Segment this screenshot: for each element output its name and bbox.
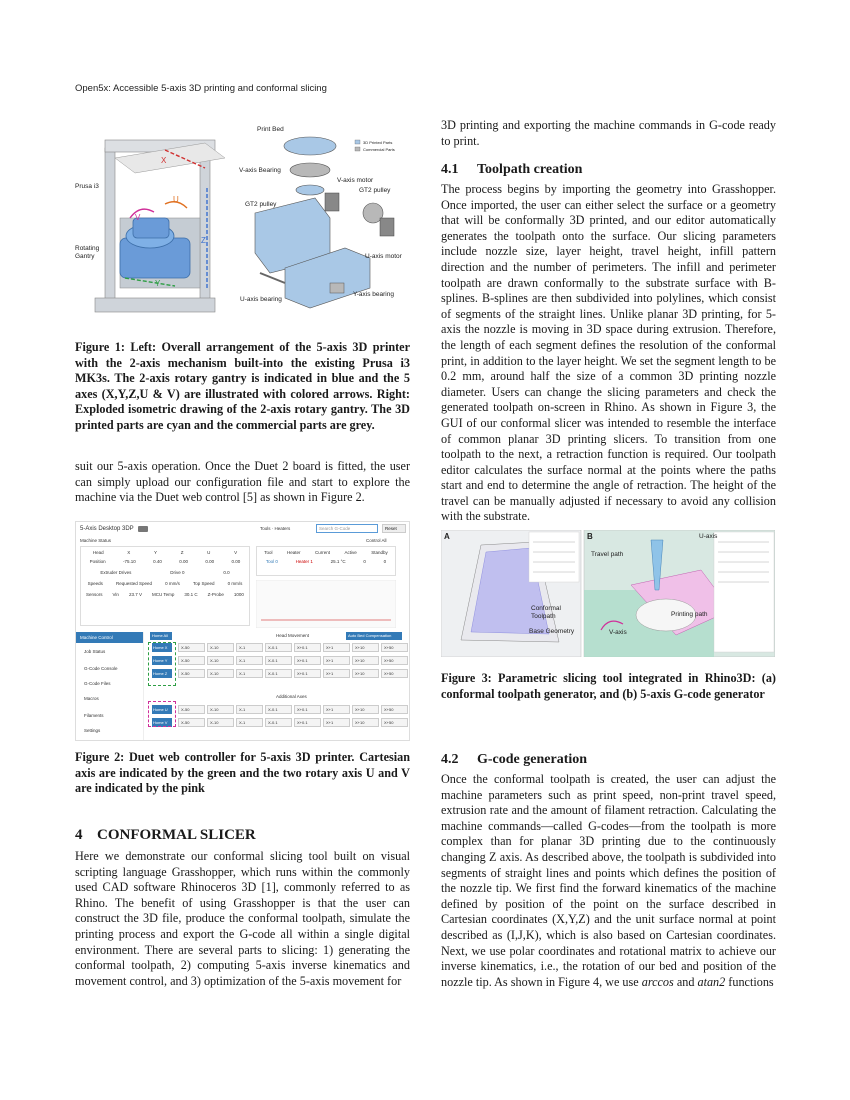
label-v-motor: V-axis motor [337, 177, 374, 184]
legend-printed: 3D Printed Parts [363, 140, 393, 145]
fig3-printing-path: Printing path [671, 611, 708, 618]
position-row [81, 555, 249, 564]
section-42-paragraph [441, 772, 776, 990]
auto-bed-button[interactable]: Auto Bed Compensation [346, 632, 402, 640]
label-v: V [135, 213, 141, 222]
label-gt2-b: GT2 pulley [359, 187, 391, 194]
jog-button[interactable]: X+1 [323, 643, 350, 652]
hdr-z: Z [180, 550, 184, 555]
jog-button[interactable]: X+50 [381, 643, 408, 652]
hdr-head: Head [92, 550, 104, 555]
heater-1: Heater 1 [295, 559, 313, 564]
section-42-em-atan2: atan2 [697, 974, 726, 989]
home-all-button[interactable]: Home All [150, 632, 172, 640]
head-movement-label: Head Movement [276, 633, 310, 638]
jog-button[interactable]: X-50 [178, 718, 205, 727]
jog-button[interactable]: X-10 [207, 718, 234, 727]
sensors-row [81, 586, 249, 597]
label-prusa: Prusa i3 [75, 183, 99, 190]
figure-1 [75, 118, 415, 333]
tools-panel [256, 546, 396, 576]
home-axis-button[interactable]: Home Z [152, 669, 172, 678]
temp-chart [256, 580, 396, 628]
pos-z: 0.00 [179, 559, 189, 564]
hdr-u: U [207, 550, 211, 555]
jog-button[interactable]: X-50 [178, 656, 205, 665]
figure-3-caption: Figure 3: Parametric slicing tool integrated in Rhino3D: (a) conformal toolpath generator, and (b) 5-axis G-code generator [441, 671, 776, 701]
jog-button[interactable]: X-1 [236, 643, 263, 652]
figure-2-duet-ui: 5-Axis Desktop 3DP Tools · Heaters Search G-Code Reset Control All Machine Status Head X Y Z U V Position -75.10 0.40 0.00 0.00 0.00 Extruder Drives Drive 0 0.0 Speeds Requested Speed 0 mm/s Top Speed 0 mm/s Sensors Vin 23.7 V MCU Temp 30.1 C Z-Probe 1000 Tool Heater Current Active Standby Tool 0 Heater 1 25.1 °C 0 0 Machine Control Job Status G-Code Console G-Code Files Macros Filaments Settings Home All Head Movement Auto Bed Compensation Home X X-50 X-10 X-1 X-0.1 X+0.1 X+1 X+10 X+50 Home Y X-50 X-10 X-1 X-0.1 X+0.1 X+1 X+10 X+50 Home Z X-50 X-10 X-1 X-0.1 X+0.1 X+1 X+10 X+50 Home U X-50 X-10 X-1 X-0.1 X+0.1 X+1 X+10 X+50 Home V X-50 X-10 X-1 X-0.1 X+0.1 X+1 X+10 X+50 Additional Axes [75, 521, 410, 741]
drive-value: 0.0 [223, 570, 230, 575]
req-speed-label: Requested Speed [115, 581, 152, 586]
jog-button[interactable]: X+1 [323, 669, 350, 678]
jog-button[interactable]: X+0.1 [294, 643, 321, 652]
fig3-label-b: B [587, 532, 593, 541]
jog-button[interactable]: X+0.1 [294, 705, 321, 714]
tool-header-row [257, 547, 395, 555]
nav-macros[interactable]: Macros [84, 696, 99, 701]
extruder-label: Extruder Drives [100, 570, 132, 575]
jog-button[interactable]: X+0.1 [294, 718, 321, 727]
label-z: Z [201, 236, 206, 245]
fig3-conformal: Conformal [531, 605, 561, 612]
home-axis-button[interactable]: Home V [152, 718, 172, 727]
jog-button[interactable]: X-0.1 [265, 669, 292, 678]
jog-button[interactable]: X+50 [381, 669, 408, 678]
jog-button[interactable]: X+1 [323, 656, 350, 665]
jog-button[interactable]: X+10 [352, 718, 379, 727]
sidebar-nav [76, 632, 144, 740]
label-gt2-a: GT2 pulley [245, 201, 277, 208]
jog-button[interactable]: X+10 [352, 656, 379, 665]
nav-gcode-files[interactable]: G-Code Files [84, 681, 111, 686]
jog-button[interactable]: X+50 [381, 705, 408, 714]
jog-button[interactable]: X-0.1 [265, 705, 292, 714]
status-panel [80, 546, 250, 626]
section-42-em-arccos: arccos [641, 974, 674, 989]
jog-button[interactable]: X-0.1 [265, 718, 292, 727]
control-all-select[interactable]: Control All [366, 538, 387, 543]
tool-hdr-tool: Tool [264, 550, 273, 555]
axis-header-row [81, 547, 249, 555]
tool-hdr-standby: Standby [371, 550, 388, 555]
section-42-text-a: Once the conformal toolpath is created, the user can adjust the machine parameters such as print speed, non-print travel speed, extrusion rate and the amount of filament retraction. Calculating the machine commands—called G-codes—from the toolpath is more complex than for planar 3D printing due to the continuously changing Z axis. As described above, the toolpath is subdivided into segments of straight lines and points which defines the position of the nozzle tip. We first find the forward kinematics of the machine defined by position of the point on the surface described in Cartesian coordinates (X,Y,Z) and the unit surface normal at point described as (I,J,K), which is also based on Cartesian coordinates. Next, we use polar coordinates and rotational matrix to achieve our inverse kinematics, i.e., the rotation of our bed and position of the nozzle tip. As shown in Figure 4, we use [441, 772, 776, 989]
mcu-label: MCU Temp [151, 592, 175, 597]
home-axis-button[interactable]: Home Y [152, 656, 172, 665]
jog-button[interactable]: X-10 [207, 656, 234, 665]
tool-row [257, 555, 395, 564]
heaters-tab[interactable]: Heaters [274, 526, 291, 531]
fig3-a-params [529, 532, 579, 582]
nav-job-status[interactable]: Job Status [84, 649, 106, 654]
jog-button[interactable]: X-1 [236, 705, 263, 714]
top-speed-label: Top Speed [193, 581, 215, 586]
figure-1-caption: Figure 1: Left: Overall arrangement of the 5-axis 3D printer with the 2-axis mechanism built-into the existing Prusa i3 MK3s. The 2-axis rotary gantry is indicated in blue and the 5 axes (X,Y,Z,U & V) are illustrated with colored arrows. Right: Exploded isometric drawing of the 2-axis rotary gantry. The 3D printed parts are cyan and the commercial parts are grey. [75, 340, 410, 432]
jog-button[interactable]: X+10 [352, 669, 379, 678]
jog-button[interactable]: X-10 [207, 643, 234, 652]
pos-v: 0.00 [231, 559, 241, 564]
jog-button[interactable]: X+50 [381, 718, 408, 727]
hdr-x: X [127, 550, 131, 555]
fig3-toolpath: Toolpath [531, 613, 556, 620]
section-41-title: Toolpath creation [477, 162, 583, 177]
label-print-bed: Print Bed [257, 126, 284, 133]
jog-button[interactable]: X+1 [323, 718, 350, 727]
v-axis-arrow [130, 209, 154, 218]
nav-settings[interactable]: Settings [84, 728, 101, 733]
zprobe-value: 1000 [233, 592, 244, 597]
zprobe-label: Z-Probe [207, 592, 224, 597]
section-4-heading [75, 827, 410, 844]
section-4-title: CONFORMAL SLICER [97, 827, 256, 843]
jog-button[interactable]: X+10 [352, 705, 379, 714]
pos-u: 0.00 [205, 559, 215, 564]
home-axis-button[interactable]: Home U [152, 705, 172, 714]
label-y-bearing: Y-axis bearing [353, 291, 394, 298]
section-41-paragraph: The process begins by importing the geometry into Grasshopper. Once imported, the user can either select the surface or a geometry that will be conformally 3D printed, and our editor automatically generates the toolpath onto the surface. Our slicing parameters include nozzle size, layer height, travel height, infill pattern direction and the number of perimeters. The infill and perimeter toolpath are drawn conformally to the substrate surface with B-splines. B-splines are then subdivided into polylines, which consist of segments of the straight lines. Unlike planar 3D printing, for 5-axis the nozzle is moving in 3D space during extrusion. Therefore, the length of each segment defines the resolution of the conformal print, in addition to the layer height. We set the segment length to be 0.2 mm, around half the size of a common 3D printing nozzle diameter. Users can change the slicing parameters and check the generated toolpath on-screen in Rhino. As shown in Figure 3, the GUI of our conformal slicer was intended to resemble the interface of common planar 3D printing slicers. To transition from one toolpath to the next, a retraction function is required. Our toolpath editor calculates the surface normal at the points where the paths start and end to determine the angle of retraction. The height of the travel can be manually adjusted if necessary to avoid any collision with the substrate. [441, 182, 776, 524]
fig3-travel-path: Travel path [591, 551, 624, 558]
jog-button[interactable]: X+1 [323, 705, 350, 714]
right-paragraph-0: 3D printing and exporting the machine commands in G-code ready to print. [441, 118, 776, 148]
figure-3 [441, 530, 775, 657]
figure-2-caption: Figure 2: Duet web controller for 5-axis 3D printer. Cartesian axis are indicated by the green and the two rotary axis U and V are indicated by the pink [75, 750, 410, 796]
extruder-row [81, 564, 249, 575]
running-head: Open5x: Accessible 5-axis 3D printing and conformal slicing [75, 83, 327, 94]
nav-machine-control[interactable]: Machine Control [76, 632, 143, 643]
duet-badge [138, 526, 148, 532]
sensors-label: Sensors [86, 592, 103, 597]
label-rotating: Rotating [75, 245, 100, 252]
drive-label: Drive 0 [170, 570, 185, 575]
jog-button[interactable]: X+50 [381, 656, 408, 665]
cartesian-highlight [148, 642, 176, 686]
fig3-base-geometry: Base Geometry [529, 628, 575, 635]
reset-button[interactable]: Reset [382, 524, 406, 533]
machine-status-label: Machine Status [80, 538, 112, 543]
jog-button[interactable]: X+0.1 [294, 656, 321, 665]
jog-button[interactable]: X+10 [352, 643, 379, 652]
section-4-paragraph: Here we demonstrate our conformal slicing tool built on visual scripting language Grasshopper, which runs within the commonly used CAD software Rhinoceros 3D [1], commonly referred to as Rhino. The benefit of using Grasshopper is that the user can construct the 3D file, produce the conformal toolpath, simulate the printing process and export the G-code all within a single digital environment. There are several parts to slicing: 1) generating the conformal toolpath, 2) computing 5-axis inverse kinematics and movement control, and 3) optimization of the 5-axis movement for [75, 849, 410, 988]
jog-button[interactable]: X-1 [236, 669, 263, 678]
section-4-num: 4 [75, 827, 83, 843]
req-speed-value: 0 mm/s [165, 581, 180, 586]
vin-value: 23.7 V [128, 592, 142, 597]
section-42-text-b: functions [725, 974, 774, 989]
section-42-title: G-code generation [477, 752, 588, 767]
exploded-drawing [255, 137, 394, 308]
jog-button[interactable]: X-50 [178, 643, 205, 652]
label-u-motor: U-axis motor [365, 253, 402, 260]
fig3-u-axis: U-axis [699, 533, 718, 540]
jog-button[interactable]: X-10 [207, 669, 234, 678]
label-v-bearing: V-axis Bearing [239, 167, 281, 174]
label-x: X [161, 156, 167, 165]
duet-app-title: 5-Axis Desktop 3DP [80, 526, 134, 532]
jog-button[interactable]: X-1 [236, 718, 263, 727]
tool-0[interactable]: Tool 0 [265, 559, 278, 564]
jog-button[interactable]: X-0.1 [265, 656, 292, 665]
speeds-label: Speeds [87, 581, 103, 586]
tool-hdr-current: Current [314, 550, 330, 555]
jog-button[interactable]: X+0.1 [294, 669, 321, 678]
label-u: U [173, 195, 179, 204]
section-41-num: 4.1 [441, 162, 459, 177]
additional-axes-label: Additional Axes [276, 694, 307, 699]
jog-button[interactable]: X-1 [236, 656, 263, 665]
jog-button[interactable]: X-50 [178, 669, 205, 678]
rotary-highlight [148, 701, 176, 727]
fig3-b-params [714, 532, 774, 652]
jog-button[interactable]: X-0.1 [265, 643, 292, 652]
active-temp[interactable]: 0 [363, 559, 366, 564]
position-label: Position [89, 559, 106, 564]
label-u-bearing: U-axis bearing [240, 296, 282, 303]
jog-button[interactable]: X-50 [178, 705, 205, 714]
nav-gcode-console[interactable]: G-Code Console [84, 666, 118, 671]
tool-hdr-heater: Heater [286, 550, 301, 555]
nav-filaments[interactable]: Filaments [84, 713, 104, 718]
speeds-row [81, 575, 249, 586]
fig3-label-a: A [444, 532, 450, 541]
label-y: Y [155, 279, 161, 288]
fig3-v-axis: V-axis [609, 629, 627, 636]
current-temp: 25.1 °C [330, 559, 346, 564]
pos-x: -75.10 [123, 559, 136, 564]
vin-label: Vin [112, 592, 119, 597]
top-speed-value: 0 mm/s [227, 581, 243, 586]
section-42-num: 4.2 [441, 752, 459, 767]
jog-button[interactable]: X-10 [207, 705, 234, 714]
left-paragraph-1: suit our 5-axis operation. Once the Duet 2 board is fitted, the user can simply upload our configuration file and start to explore the machine via the Duet web control [5] as shown in Figure 2. [75, 459, 410, 505]
section-41-heading [441, 162, 776, 178]
label-gantry: Gantry [75, 253, 95, 260]
mcu-value: 30.1 C [184, 592, 198, 597]
hdr-v: V [234, 550, 238, 555]
home-axis-button[interactable]: Home X [152, 643, 172, 652]
tools-tab[interactable]: Tools [260, 526, 271, 531]
hdr-y: Y [154, 550, 158, 555]
pos-y: 0.40 [153, 559, 162, 564]
legend-commercial: Commercial Parts [363, 147, 395, 152]
section-42-and: and [673, 974, 698, 989]
gcode-search-input[interactable]: Search G-Code [316, 524, 378, 533]
section-42-heading [441, 752, 776, 768]
tool-hdr-active: Active [344, 550, 357, 555]
standby-temp[interactable]: 0 [383, 559, 387, 564]
